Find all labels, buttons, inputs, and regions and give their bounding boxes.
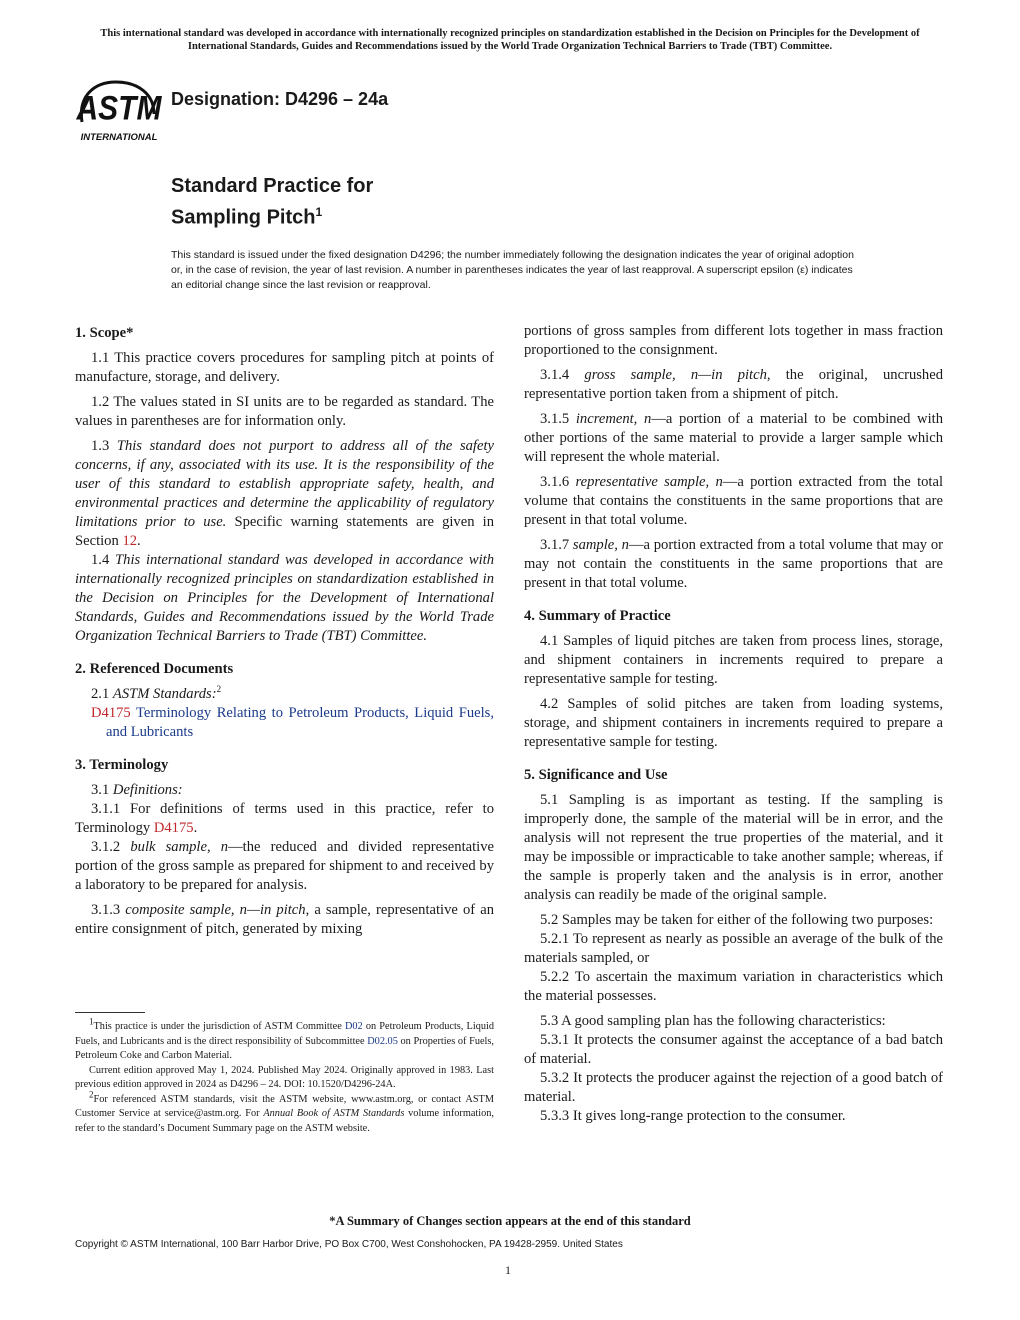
- designation: Designation: D4296 – 24a: [171, 89, 389, 109]
- page-title: [171, 173, 373, 231]
- international-standard-notice: This international standard was developed in accordance with internationally recognized principles on standardization established in the Decision on Principles for the Development of International Standards, Guides and Recommendations issued by the World Trade Organization Technical Barriers to Trade (TBT) Committee.: [100, 28, 920, 52]
- astm-logo-text: ASTM: [76, 88, 162, 128]
- d4175-title-link[interactable]: Terminology Relating to Petroleum Products, Liquid Fuels, and Lubricants: [106, 705, 495, 740]
- paragraph-number: 3.1.7: [540, 537, 570, 553]
- paragraph-1-1: 1.1 This practice covers procedures for sampling pitch at points of manufacture, storage, and delivery.: [75, 350, 494, 385]
- footnote-text: on Properties of Fuels, Petroleum Coke and Carbon Material.: [75, 1035, 494, 1061]
- paragraph-number: 3.1.6: [540, 474, 570, 490]
- footnote-1: [75, 1016, 494, 1064]
- title-line-1: Standard Practice for: [171, 175, 374, 197]
- paragraph-1-3: [75, 437, 494, 551]
- footnote-text: on Petroleum Products, Liquid Fuels, and Lubricants and is the direct responsibility of Subcommittee: [75, 1021, 494, 1047]
- paragraph-text: 3.1.1 For definitions of terms used in this practice, refer to Terminology: [75, 801, 494, 836]
- definition: —the reduced and divided representative portion of the gross sample as prepared for shipment to and received by a laboratory to be prepared for analysis.: [75, 839, 494, 893]
- section-heading-referenced-documents: 2. Referenced Documents: [75, 661, 234, 677]
- term: gross sample, n—in pitch: [584, 367, 767, 383]
- definition: —a portion extracted from a total volume that may or may not contain the constituents in the same proportions that are present in that total volume.: [524, 537, 943, 591]
- footnote-text: volume information, refer to the standard’s Document Summary page on the ASTM website.: [75, 1108, 494, 1134]
- committee-d02-link[interactable]: D02: [344, 1021, 363, 1032]
- astm-logo-icon: [74, 76, 164, 144]
- definitions-label: Definitions:: [112, 782, 183, 798]
- title-line-2: [171, 199, 373, 231]
- warning-statement: Specific warning statements are given in Section: [75, 514, 494, 549]
- wto-statement: This international standard was developed in accordance with internationally recognized principles on standardization established in the Decision on Principles for the Development of International Standards, Guides and Recommendations issued by the World Trade Organization Technical Barriers to Trade (TBT) Committee.: [75, 552, 495, 644]
- footnote-text: For referenced ASTM standards, visit the ASTM website, www.astm.org, or contact ASTM Customer Service at service@astm.org. For: [75, 1093, 494, 1119]
- paragraph-number: 1.4: [91, 552, 110, 568]
- page-number: 1: [505, 1263, 511, 1277]
- paragraph-4-1: 4.1 Samples of liquid pitches are taken from process lines, storage, and shipment containers in increments required to prepare a representative sample for testing.: [524, 633, 943, 687]
- paragraph-3-1-5: [524, 410, 943, 467]
- reference-d4175: [75, 704, 494, 742]
- punctuation: .: [137, 533, 141, 549]
- footnote-mark: 2: [89, 1089, 94, 1100]
- paragraph-3-1-1: [75, 800, 494, 838]
- definition: , a sample, representative of an entire consignment of pitch, generated by mixing: [75, 902, 495, 937]
- footnote-divider: [75, 1012, 145, 1013]
- definition: —a portion extracted from the total volume that contains the constituents in the same proportions that are present in that total volume.: [524, 474, 944, 528]
- paragraph-5-2-2: 5.2.2 To ascertain the maximum variation in characteristics which the material possesses.: [524, 969, 943, 1004]
- d4175-inline-link[interactable]: D4175: [153, 820, 194, 836]
- term: sample, n: [572, 537, 629, 553]
- paragraph-5-3-2: 5.3.2 It protects the producer against the rejection of a good batch of material.: [524, 1070, 943, 1105]
- paragraph-number: 1.3: [91, 438, 110, 454]
- paragraph-number: 3.1.5: [540, 411, 570, 427]
- paragraph-number: 3.1.2: [91, 839, 121, 855]
- term: representative sample, n: [575, 474, 723, 490]
- term: composite sample, n—in pitch: [125, 902, 306, 918]
- footnotes: [75, 1016, 494, 1136]
- paragraph-number: 2.1: [91, 686, 110, 702]
- section-heading-scope: 1. Scope*: [75, 325, 134, 341]
- paragraph-2-1: [75, 685, 494, 704]
- paragraph-number: 3.1.4: [540, 367, 570, 383]
- section-heading-significance: 5. Significance and Use: [524, 767, 668, 783]
- paragraph-5-1: 5.1 Sampling is as important as testing. If the sampling is improperly done, the sample of the material will be in error, and the analysis will not represent the true properties of the material, and it may be impossible or impracticable to take another sample; whereas, if the sample is properly taken and the analysis is in error, another analysis can readily be made of the original sample.: [524, 792, 943, 903]
- copyright: Copyright © ASTM International, 100 Barr Harbor Drive, PO Box C700, West Conshohocken, PA 19428-2959. United States: [75, 1239, 623, 1250]
- footnote-2: [75, 1089, 494, 1137]
- paragraph-1-4: [75, 551, 494, 646]
- footnote-text: This practice is under the jurisdiction of ASTM Committee: [93, 1021, 342, 1032]
- term: bulk sample, n: [130, 839, 229, 855]
- paragraph-3-1: [75, 781, 494, 800]
- astm-logo-subtext: INTERNATIONAL: [80, 132, 158, 143]
- footnote-mark: 1: [89, 1016, 94, 1027]
- paragraph-4-2: 4.2 Samples of solid pitches are taken from loading systems, storage, and shipment containers in increments required to prepare a representative sample for testing.: [524, 696, 943, 750]
- definition: , the original, uncrushed representative portion taken from a shipment of pitch.: [524, 367, 943, 402]
- definition: —a portion of a material to be combined with other portions of the same material to provide a larger sample which will represent the whole material.: [524, 411, 944, 465]
- footnote-mark: 2: [216, 684, 222, 695]
- paragraph-3-1-3-continued: portions of gross samples from different lots together in mass fraction proportioned to the consignment.: [524, 323, 943, 358]
- safety-statement: This standard does not purport to address all of the safety concerns, if any, associated with its use. It is the responsibility of the user of this standard to establish appropriate safety, health, and environmental practices and determine the applicability of regulatory limitations prior to use.: [75, 438, 494, 530]
- punctuation: .: [193, 820, 198, 836]
- right-column: [524, 322, 943, 1126]
- section-12-link[interactable]: 12: [122, 533, 138, 549]
- subcommittee-d02-05-link[interactable]: D02.05: [367, 1035, 398, 1047]
- summary-of-changes-note: *A Summary of Changes section appears at the end of this standard: [329, 1214, 691, 1228]
- paragraph-5-2: 5.2 Samples may be taken for either of the following two purposes:: [540, 912, 934, 928]
- paragraph-3-1-6: [524, 473, 943, 530]
- section-heading-terminology: 3. Terminology: [75, 757, 169, 773]
- title-footnote-mark: 1: [315, 205, 323, 219]
- paragraph-3-1-3: [75, 901, 494, 939]
- paragraph-number: 3.1.3: [91, 902, 121, 918]
- issuance-statement: This standard is issued under the fixed designation D4296; the number immediately following the designation indicates the year of original adoption or, in the case of revision, the year of last revision. A number in parentheses indicates the year of last reapproval. A superscript epsilon (ε) indicates an editorial change since the last revision or reapproval.: [171, 249, 854, 291]
- paragraph-3-1-7: [524, 536, 943, 593]
- footnote-edition: Current edition approved May 1, 2024. Published May 2024. Originally approved in 1983. Last previous edition approved in 2024 as D4296 – 24. DOI: 10.1520/D4296-24A.: [75, 1064, 494, 1090]
- left-column: [75, 322, 494, 945]
- annual-book-title: Annual Book of ASTM Standards: [263, 1108, 405, 1119]
- paragraph-5-3: 5.3 A good sampling plan has the following characteristics:: [540, 1013, 886, 1029]
- paragraph-number: 3.1: [91, 782, 110, 798]
- title-line-2-text: Sampling Pitch: [171, 206, 316, 229]
- paragraph-3-1-2: [75, 838, 494, 895]
- d4175-link[interactable]: D4175: [91, 705, 131, 721]
- section-heading-summary: 4. Summary of Practice: [524, 608, 671, 624]
- paragraph-5-2-1: 5.2.1 To represent as nearly as possible an average of the bulk of the materials sampled, or: [524, 931, 943, 966]
- astm-standards-label: ASTM Standards:: [112, 686, 217, 702]
- paragraph-3-1-4: [524, 366, 943, 404]
- paragraph-5-3-3: 5.3.3 It gives long-range protection to the consumer.: [540, 1108, 846, 1124]
- term: increment, n: [575, 411, 652, 427]
- paragraph-1-2: 1.2 The values stated in SI units are to be regarded as standard. The values in parentheses are for information only.: [75, 394, 494, 429]
- paragraph-5-3-1: 5.3.1 It protects the consumer against the acceptance of a bad batch of material.: [524, 1032, 943, 1067]
